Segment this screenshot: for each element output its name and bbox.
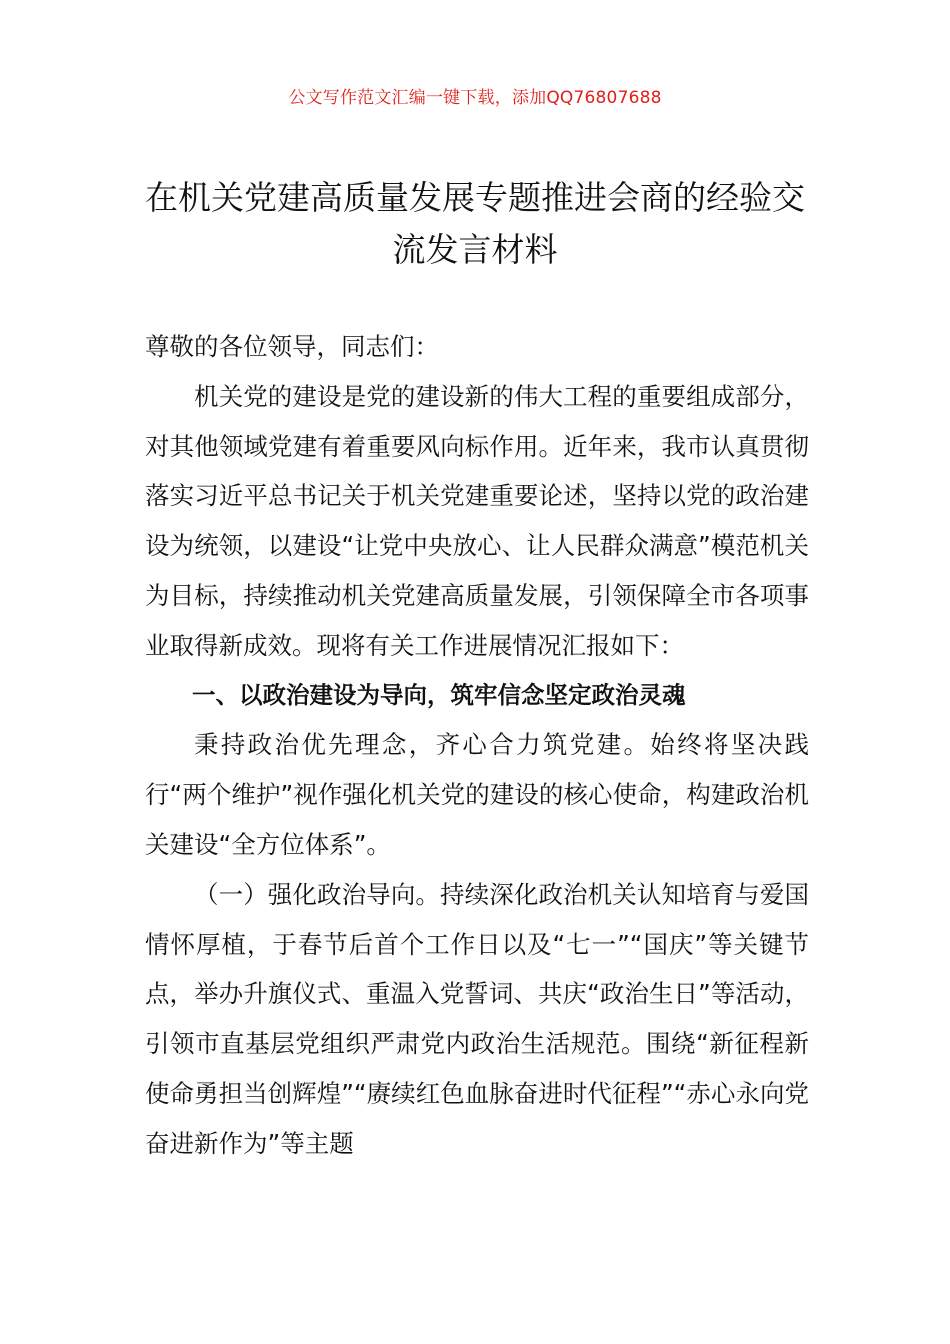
paragraph-intro: 机关党的建设是党的建设新的伟大工程的重要组成部分，对其他领域党建有着重要风向标作用。近年来，我市认真贯彻落实习近平总书记关于机关党建重要论述，坚持以党的政治建设为统领，以建设“让党中央放心、让人民群众满意”模范机关为目标，持续推动机关党建高质量发展，引领保障全市各项事业取得新成效。现将有关工作进展情况汇报如下： [145, 381, 809, 660]
document-body [145, 322, 809, 1169]
document-title: 在机关党建高质量发展专题推进会商的经验交流发言材料 [145, 178, 805, 269]
section-heading-1: 一、以政治建设为导向，筑牢信念坚定政治灵魂 [192, 680, 686, 709]
salutation: 尊敬的各位领导，同志们： [145, 332, 439, 361]
paragraph-subsection-1: （一）强化政治导向。持续深化政治机关认知培育与爱国情怀厚植，于春节后首个工作日以及“七一”“国庆”等关键节点，举办升旗仪式、重温入党誓词、共庆“政治生日”等活动，引领市直基层党组织严肃党内政治生活规范。围绕“新征程新使命勇担当创辉煌”“赓续红色血脉奋进时代征程”“赤心永向党奋进新作为”等主题 [145, 879, 809, 1158]
paragraph-section-1: 秉持政治优先理念，齐心合力筑党建。始终将坚决践行“两个维护”视作强化机关党的建设的核心使命，构建政治机关建设“全方位体系”。 [145, 730, 809, 859]
download-banner: 公文写作范文汇编一键下载，添加QQ76807688 [288, 88, 662, 108]
